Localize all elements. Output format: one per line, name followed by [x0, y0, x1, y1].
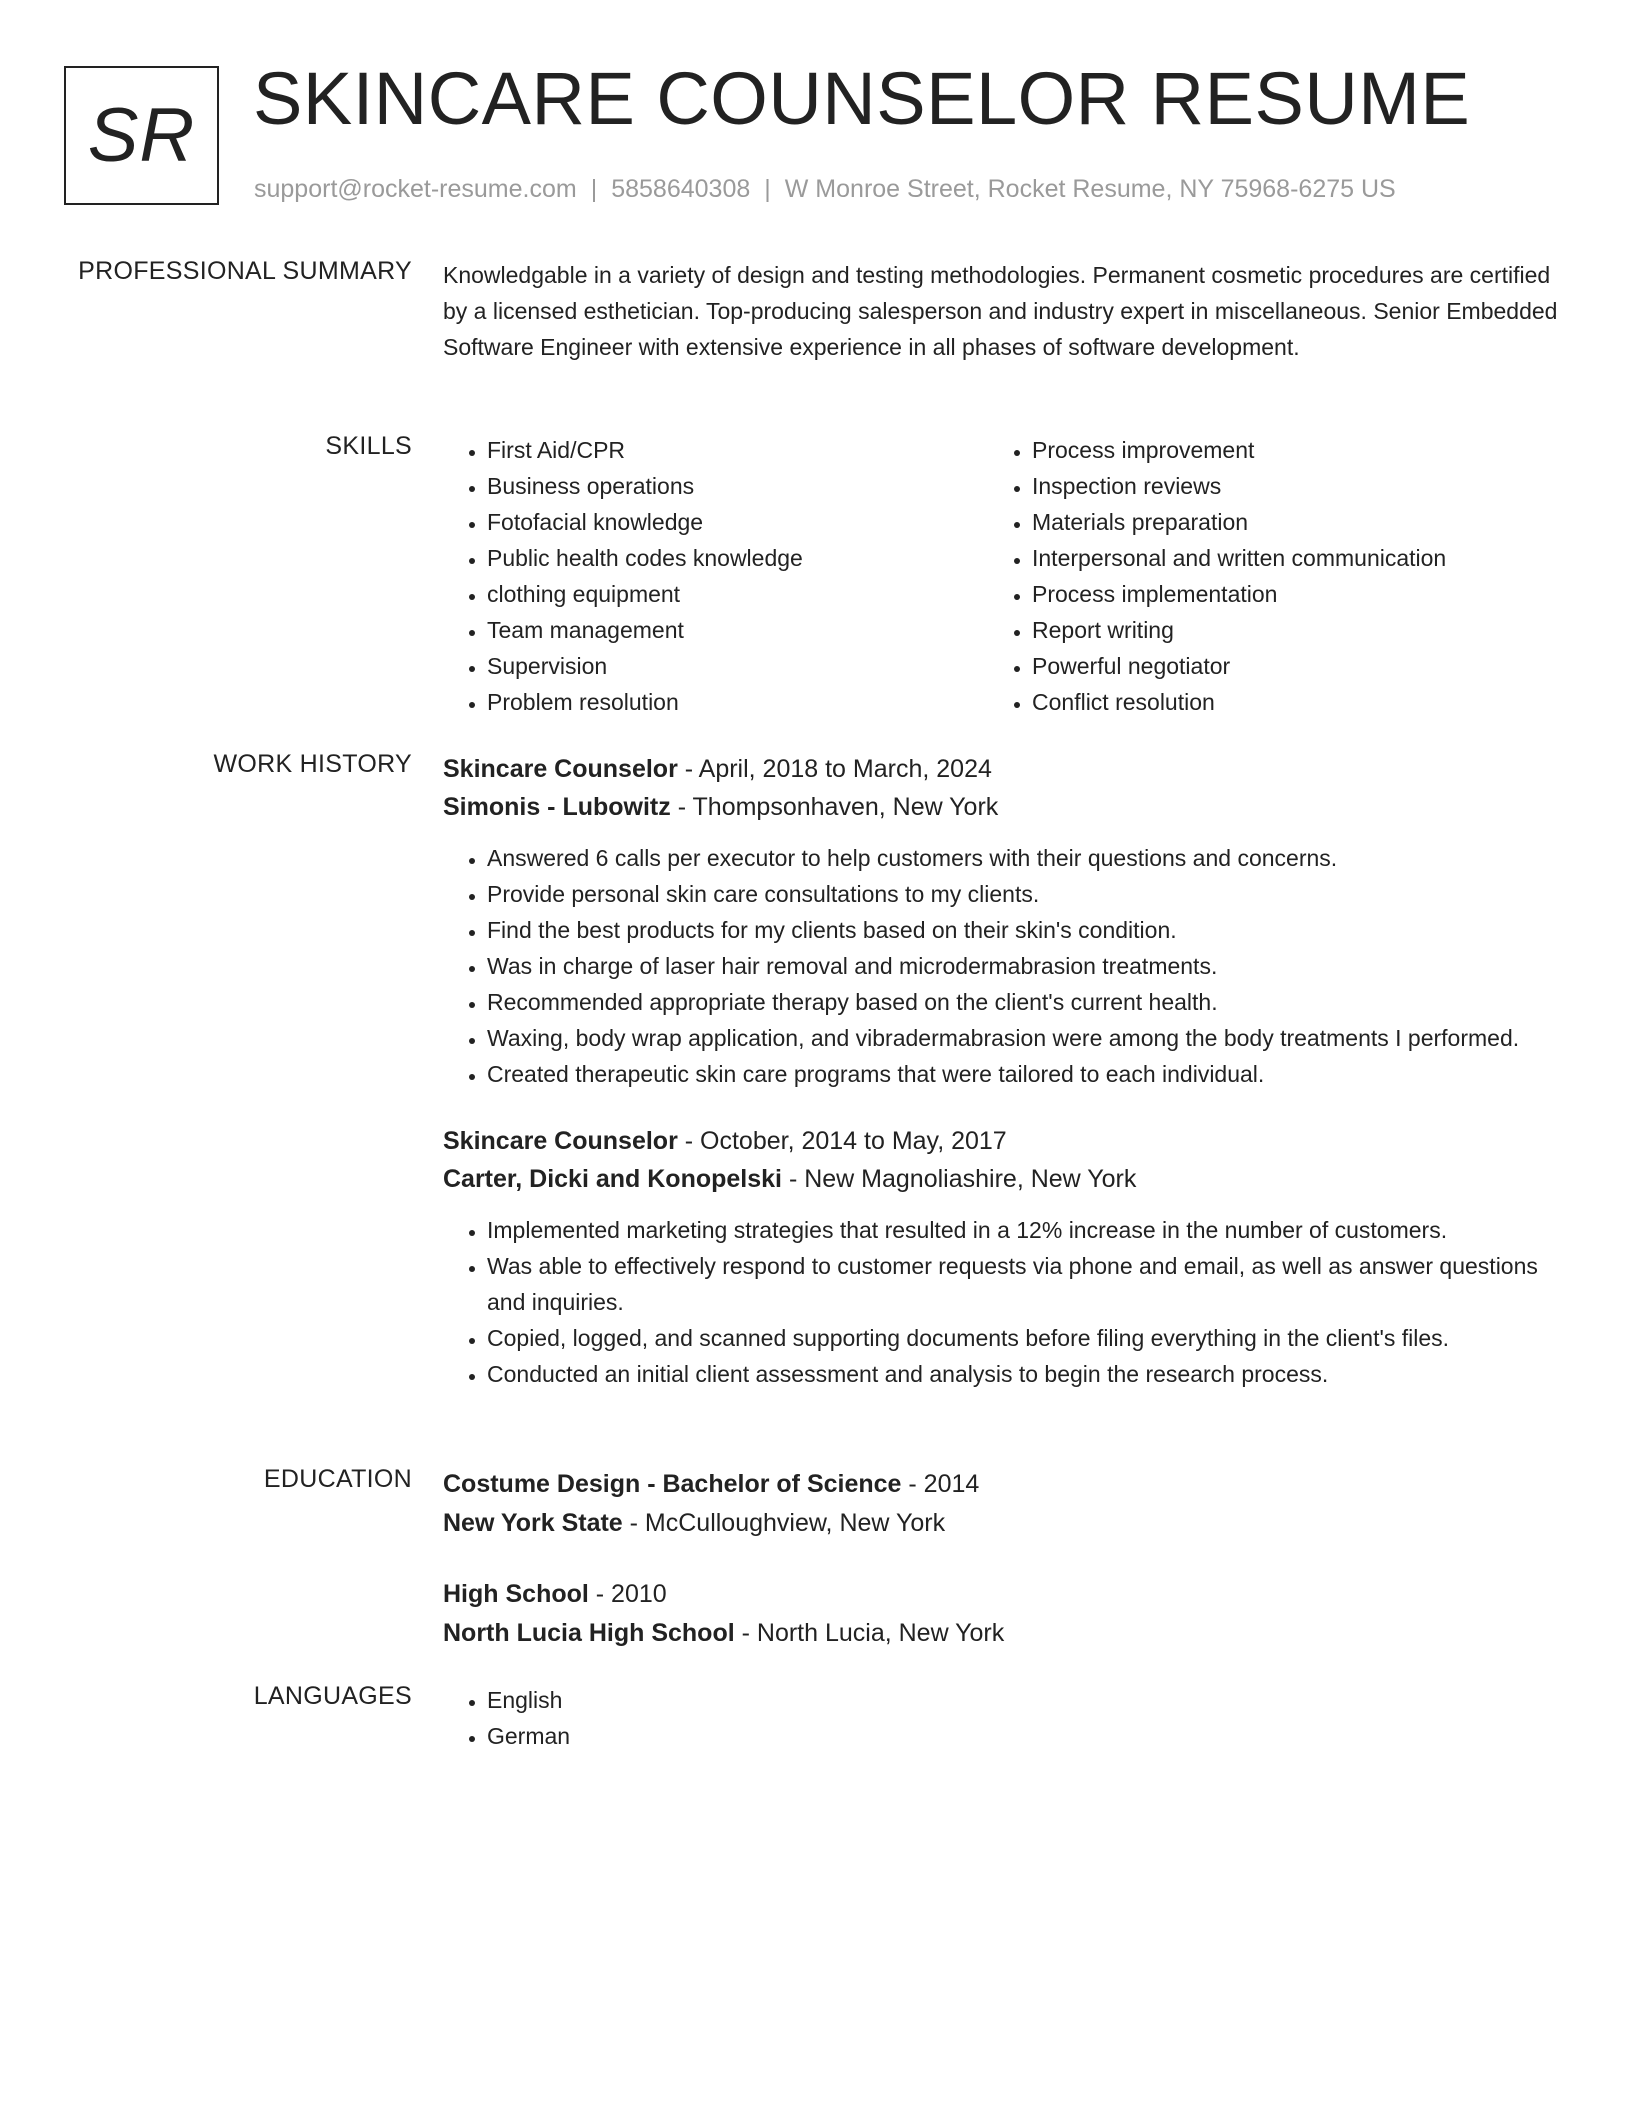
skill-item: • Supervision: [487, 648, 988, 684]
education-body: [443, 1465, 1563, 1685]
summary-label: PROFESSIONAL SUMMARY: [78, 257, 412, 285]
education-year: - 2010: [588, 1580, 667, 1608]
skill-item: • First Aid/CPR: [487, 432, 988, 468]
skills-column-left: [443, 432, 988, 720]
contact-phone: 5858640308: [611, 175, 751, 203]
skill-item: • Team management: [487, 612, 988, 648]
work-history-label: WORK HISTORY: [213, 750, 412, 778]
job-company: Simonis - Lubowitz: [443, 793, 671, 821]
job-duty: • Waxing, body wrap application, and vibradermabrasion were among the body treatments I performed.: [487, 1020, 1563, 1056]
languages-list: [443, 1682, 1563, 1754]
education-school: New York State: [443, 1509, 623, 1537]
skills-body: [443, 432, 1563, 720]
job-duties: [443, 1212, 1563, 1392]
job-duty: • Was in charge of laser hair removal and microdermabrasion treatments.: [487, 948, 1563, 984]
job-dates: - April, 2018 to March, 2024: [677, 755, 992, 783]
skill-item: • Report writing: [1032, 612, 1533, 648]
skills-column-right: [988, 432, 1533, 720]
education-location: - North Lucia, New York: [734, 1619, 1005, 1647]
languages-label: LANGUAGES: [253, 1682, 412, 1710]
job-duty: • Created therapeutic skin care programs that were tailored to each individual.: [487, 1056, 1563, 1092]
job-duty: • Find the best products for my clients based on their skin's condition.: [487, 912, 1563, 948]
skill-item: • Fotofacial knowledge: [487, 504, 988, 540]
education-entry: [443, 1465, 1563, 1543]
education-degree-line: [443, 1465, 1563, 1504]
skill-item: • Interpersonal and written communication: [1032, 540, 1533, 576]
job-duty: • Copied, logged, and scanned supporting documents before filing everything in the client's files.: [487, 1320, 1563, 1356]
education-location: - McCulloughview, New York: [622, 1509, 946, 1537]
contact-email: support@rocket-resume.com: [254, 175, 577, 203]
skill-item: • Materials preparation: [1032, 504, 1533, 540]
job-duties: [443, 840, 1563, 1092]
job-dates: - October, 2014 to May, 2017: [677, 1127, 1007, 1155]
job-title-line: [443, 1122, 1563, 1160]
job-title-line: [443, 750, 1563, 788]
skill-item: • Process implementation: [1032, 576, 1533, 612]
education-school-line: [443, 1504, 1563, 1543]
language-item: • English: [487, 1682, 1563, 1718]
job-duty: • Conducted an initial client assessment and analysis to begin the research process.: [487, 1356, 1563, 1392]
skill-item: • Problem resolution: [487, 684, 988, 720]
resume-title: SKINCARE COUNSELOR RESUME: [253, 57, 1471, 140]
skills-label: SKILLS: [325, 432, 412, 460]
language-item: • German: [487, 1718, 1563, 1754]
job-duty: • Recommended appropriate therapy based on the client's current health.: [487, 984, 1563, 1020]
skill-item: • Business operations: [487, 468, 988, 504]
job-duty: • Provide personal skin care consultations to my clients.: [487, 876, 1563, 912]
summary-text: Knowledgable in a variety of design and testing methodologies. Permanent cosmetic procedures are certified by a licensed esthetician. Top-producing salesperson and industry expert in miscellaneous. Senior Embedded Software Engineer with extensive experience in all phases of software development.: [443, 262, 1558, 360]
education-degree: High School: [443, 1580, 589, 1608]
languages-body: [443, 1682, 1563, 1754]
summary-body: [443, 257, 1563, 365]
skill-item: • Conflict resolution: [1032, 684, 1533, 720]
education-entry: [443, 1575, 1563, 1653]
contact-separator: |: [764, 175, 771, 203]
job-location: - New Magnoliashire, New York: [782, 1165, 1137, 1193]
monogram-initials: SR: [87, 93, 196, 178]
education-school: North Lucia High School: [443, 1619, 735, 1647]
job-duty: • Answered 6 calls per executor to help customers with their questions and concerns.: [487, 840, 1563, 876]
monogram-box: [64, 66, 219, 205]
education-degree-line: [443, 1575, 1563, 1614]
job-title: Skincare Counselor: [443, 755, 678, 783]
job-company: Carter, Dicki and Konopelski: [443, 1165, 782, 1193]
education-label: EDUCATION: [263, 1465, 412, 1493]
skill-item: • Public health codes knowledge: [487, 540, 988, 576]
skills-list-right: [988, 432, 1533, 720]
skill-item: • Powerful negotiator: [1032, 648, 1533, 684]
job-org-line: [443, 1160, 1563, 1198]
education-year: - 2014: [901, 1470, 980, 1498]
education-school-line: [443, 1614, 1563, 1653]
skills-list-left: [443, 432, 988, 720]
education-degree: Costume Design - Bachelor of Science: [443, 1470, 902, 1498]
contact-line: [254, 175, 1396, 204]
skill-item: • clothing equipment: [487, 576, 988, 612]
skill-item: • Inspection reviews: [1032, 468, 1533, 504]
job-entry: [443, 750, 1563, 1092]
contact-address: W Monroe Street, Rocket Resume, NY 75968-6275 US: [784, 175, 1396, 203]
contact-separator: |: [590, 175, 598, 203]
job-duty: • Implemented marketing strategies that resulted in a 12% increase in the number of customers.: [487, 1212, 1563, 1248]
job-org-line: [443, 788, 1563, 826]
job-location: - Thompsonhaven, New York: [670, 793, 999, 821]
work-history-body: [443, 750, 1563, 1422]
job-duty: • Was able to effectively respond to customer requests via phone and email, as well as answer questions and inquiries.: [487, 1248, 1563, 1320]
skill-item: • Process improvement: [1032, 432, 1533, 468]
job-entry: [443, 1122, 1563, 1392]
job-title: Skincare Counselor: [443, 1127, 678, 1155]
